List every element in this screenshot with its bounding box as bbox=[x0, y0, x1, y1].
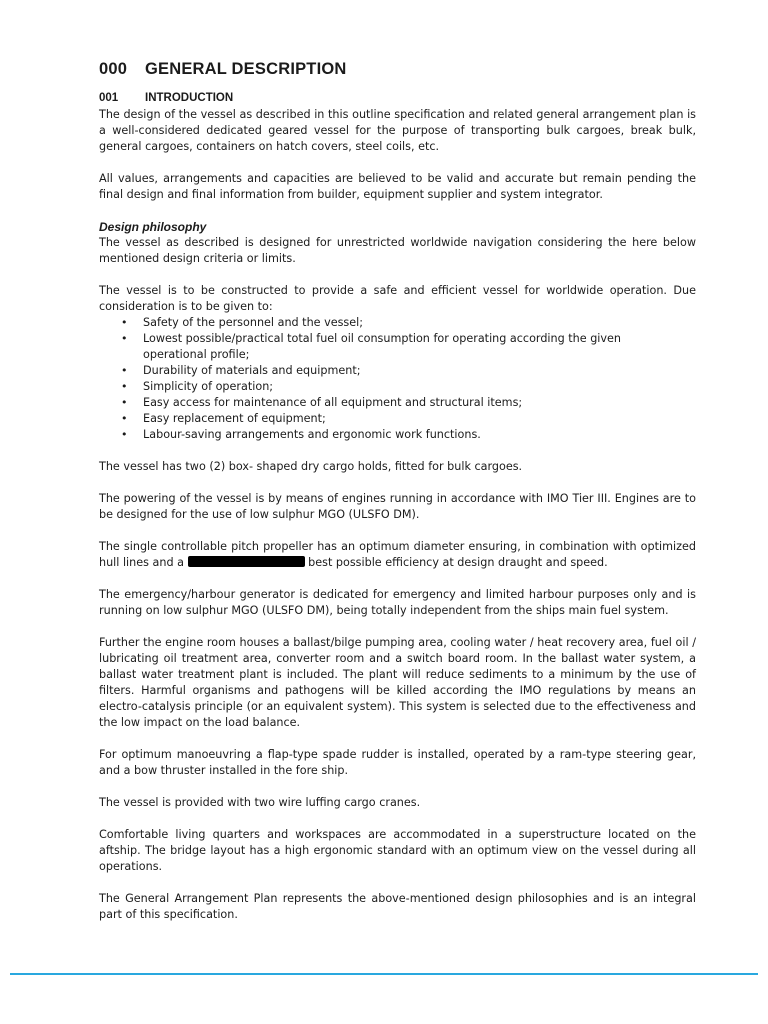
manoeuvring-paragraph: For optimum manoeuvring a flap-type spade rudder is installed, operated by a ram-type steering gear, and a bow thruster installed in the fore ship. bbox=[99, 748, 696, 777]
intro-paragraph: The design of the vessel as described in this outline specification and related general arrangement plan is a well-considered dedicated geared vessel for the purpose of transporting bulk cargoes, break bulk, general cargoes, containers on hatch covers, steel coils, etc. bbox=[99, 108, 696, 153]
bullet-icon: • bbox=[121, 364, 128, 377]
ga-plan-paragraph: The General Arrangement Plan represents the above-mentioned design philosophies and is an integral part of this specification. bbox=[99, 892, 696, 921]
bullet-icon: • bbox=[121, 396, 128, 409]
document-page bbox=[99, 60, 696, 939]
list-item: • Easy access for maintenance of all equipment and structural items; bbox=[121, 396, 523, 409]
values-paragraph: All values, arrangements and capacities are believed to be valid and accurate but remain pending the final design and final information from builder, equipment supplier and system integrator. bbox=[99, 172, 696, 201]
chapter-number: 000 bbox=[99, 60, 128, 78]
list-item: • Simplicity of operation; bbox=[121, 380, 274, 393]
section-title: INTRODUCTION bbox=[145, 92, 234, 104]
section-heading bbox=[99, 92, 696, 104]
redaction-block bbox=[188, 556, 305, 567]
bullet-icon: • bbox=[121, 428, 128, 441]
construction-paragraph: The vessel is to be constructed to provide a safe and efficient vessel for worldwide operation. Due consideration is to be given to: bbox=[99, 284, 696, 313]
list-item: • Durability of materials and equipment; bbox=[121, 364, 361, 377]
cranes-paragraph: The vessel is provided with two wire luffing cargo cranes. bbox=[99, 796, 421, 809]
design-philosophy-heading: Design philosophy bbox=[99, 220, 207, 234]
propeller-paragraph: The single controllable pitch propeller has an optimum diameter ensuring, in combination with optimized hull lines and a best possible efficiency at design draught and speed. bbox=[99, 540, 696, 569]
list-item: • Labour-saving arrangements and ergonomic work functions. bbox=[121, 428, 481, 441]
chapter-heading bbox=[99, 60, 696, 79]
powering-paragraph: The powering of the vessel is by means of engines running in accordance with IMO Tier III. Engines are to be designed for the use of low sulphur MGO (ULSFO DM). bbox=[99, 492, 696, 521]
engine-room-paragraph: Further the engine room houses a ballast/bilge pumping area, cooling water / heat recovery area, fuel oil / lubricating oil treatment area, converter room and a switch board room. In the ballast water system, a ballast water treatment plant is included. The plant will reduce sediments to a minimum by the use of filters. Harmful organisms and pathogens will be killed according the IMO regulations by means an electro-catalysis principle (or an equivalent system). This system is selected due to the effectiveness and the low impact on the load balance. bbox=[99, 636, 696, 729]
holds-paragraph: The vessel has two (2) box- shaped dry cargo holds, fitted for bulk cargoes. bbox=[99, 460, 523, 473]
chapter-title: GENERAL DESCRIPTION bbox=[145, 60, 347, 78]
list-item: • Easy replacement of equipment; bbox=[121, 412, 326, 425]
bullet-icon: • bbox=[121, 412, 128, 425]
section-number: 001 bbox=[99, 92, 119, 104]
bullet-icon: • bbox=[121, 380, 128, 393]
list-item: • Safety of the personnel and the vessel; bbox=[121, 316, 364, 329]
footer-rule bbox=[10, 973, 758, 975]
generator-paragraph: The emergency/harbour generator is dedicated for emergency and limited harbour purposes only and is running on low sulphur MGO (ULSFO DM), being totally independent from the ships main fuel system. bbox=[99, 588, 696, 617]
navigation-paragraph: The vessel as described is designed for unrestricted worldwide navigation considering the here below mentioned design criteria or limits. bbox=[99, 236, 696, 265]
considerations-list bbox=[99, 315, 696, 443]
bullet-icon: • bbox=[121, 332, 128, 345]
list-item: • Lowest possible/practical total fuel oil consumption for operating according the given operational profile; bbox=[121, 332, 622, 361]
quarters-paragraph: Comfortable living quarters and workspaces are accommodated in a superstructure located on the aftship. The bridge layout has a high ergonomic standard with an optimum view on the vessel during all operations. bbox=[99, 828, 696, 873]
bullet-icon: • bbox=[121, 316, 128, 329]
